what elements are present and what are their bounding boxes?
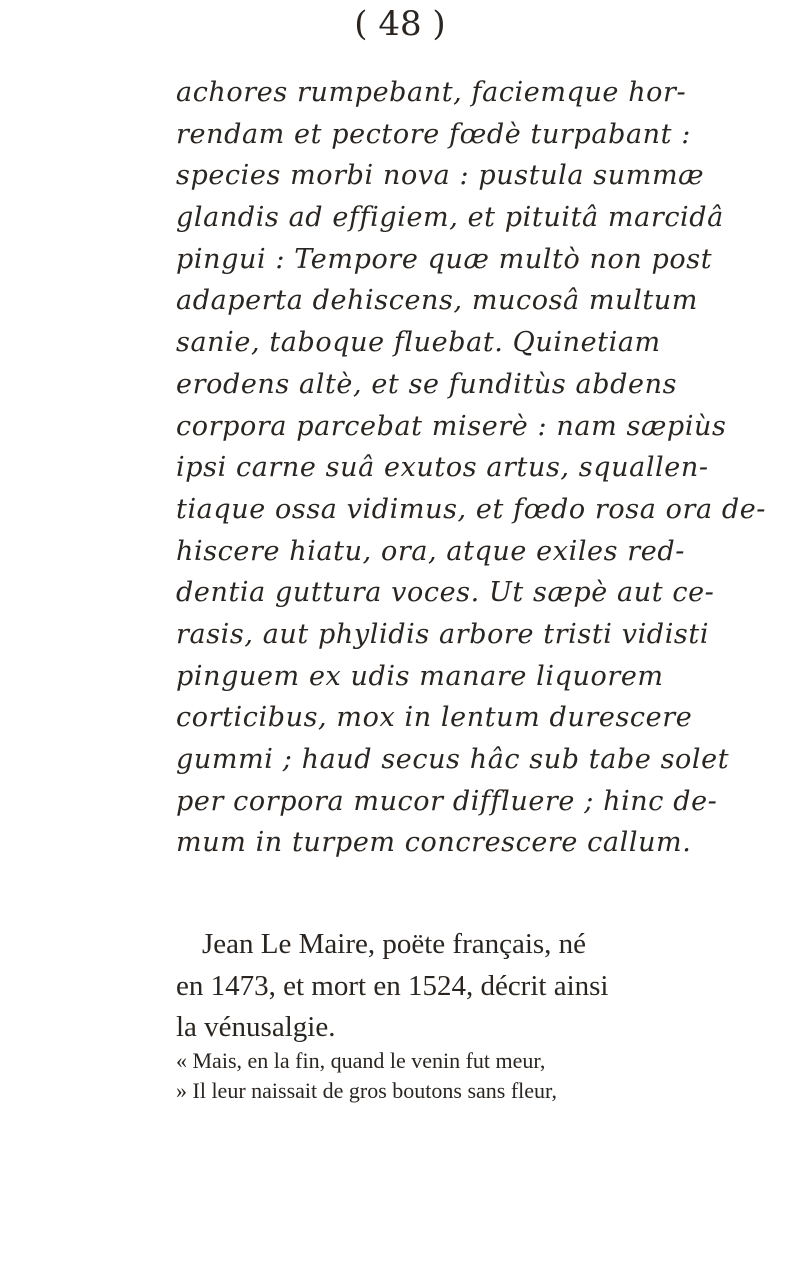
latin-line: pingui : Tempore quæ multò non post — [176, 243, 713, 275]
french-line: en 1473, et mort en 1524, décrit ainsi — [176, 969, 609, 1002]
verse-line: « Mais, en la fin, quand le venin fut meur, — [176, 1048, 546, 1073]
latin-line: sanie, taboque fluebat. Quinetiam — [176, 327, 661, 359]
latin-line: rendam et pectore fœdè turpabant : — [176, 118, 691, 150]
latin-line: corticibus, mox in lentum durescere — [176, 702, 693, 734]
page-number: ( 48 ) — [354, 4, 446, 44]
latin-line: achores rumpebant, faciemque hor- — [176, 77, 687, 108]
verse-line: » Il leur naissait de gros boutons sans fleur, — [176, 1078, 557, 1103]
latin-line: hiscere hiatu, ora, atque exiles red- — [176, 535, 685, 567]
latin-line: tiaque ossa vidimus, et fœdo rosa ora de- — [176, 493, 767, 525]
latin-line: adaperta dehiscens, mucosâ multum — [176, 285, 699, 317]
french-line: Jean Le Maire, poëte français, né — [202, 928, 587, 960]
latin-passage — [176, 72, 776, 864]
french-paragraph — [176, 924, 776, 1049]
latin-line: dentia guttura voces. Ut sæpè aut ce- — [176, 577, 715, 609]
latin-line: species morbi nova : pustula summæ — [176, 160, 705, 192]
latin-line: corpora parcebat miserè : nam sæpiùs — [176, 410, 727, 442]
latin-line: gummi ; haud secus hâc sub tabe solet — [176, 744, 730, 775]
verse-quotation — [176, 1046, 776, 1106]
latin-line: pinguem ex udis manare liquorem — [176, 660, 664, 692]
latin-line: mum in turpem concrescere callum. — [176, 827, 692, 859]
french-line: la vénusalgie. — [176, 1011, 336, 1043]
latin-line: per corpora mucor diffluere ; hinc de- — [176, 785, 718, 817]
latin-line: erodens altè, et se funditùs abdens — [176, 368, 678, 400]
latin-line: ipsi carne suâ exutos artus, squallen- — [176, 452, 709, 484]
latin-line: rasis, aut phylidis arbore tristi vidisti — [176, 618, 710, 650]
latin-line: glandis ad effigiem, et pituitâ marcidâ — [176, 202, 724, 234]
